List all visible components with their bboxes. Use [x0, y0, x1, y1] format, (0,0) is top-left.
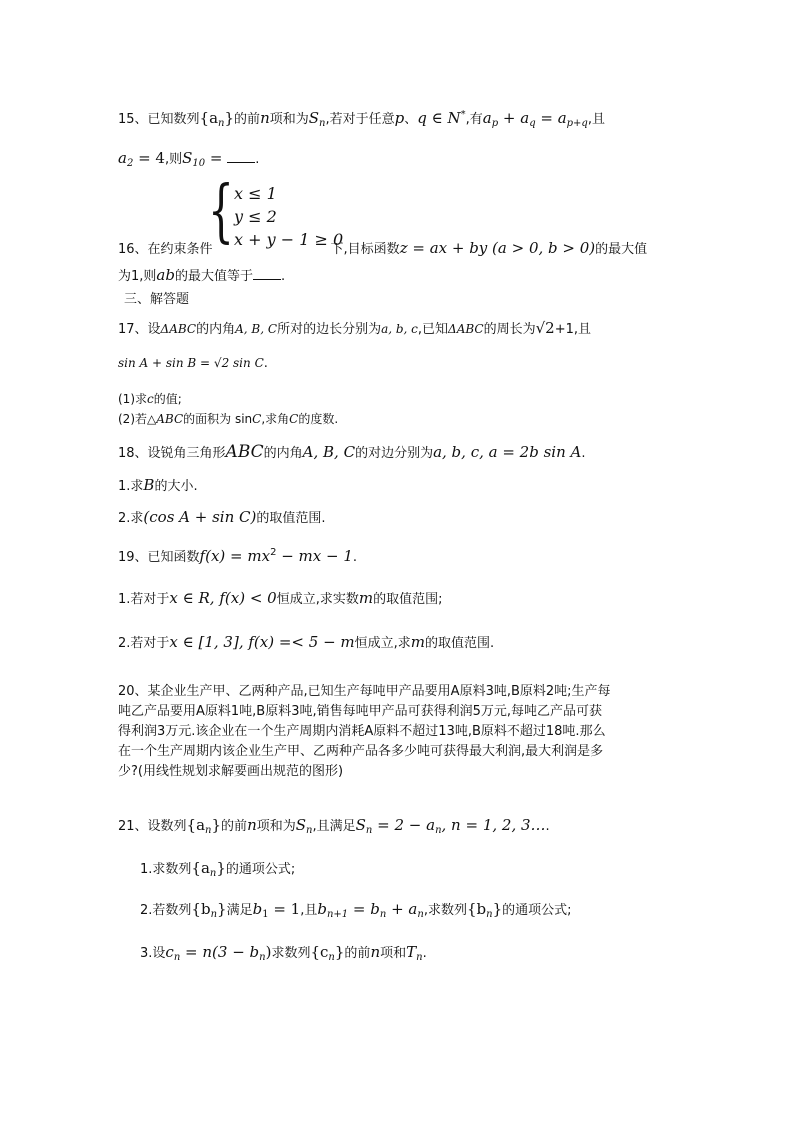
constraint-1: x ≤ 1 — [234, 184, 277, 203]
q20-paragraph — [118, 682, 678, 782]
constraint-2: y ≤ 2 — [234, 207, 277, 226]
q16-line1: 16、在约束条件 下,目标函数z = ax + by (a > 0, b > 0)的最大值 — [118, 239, 648, 257]
q19-sub1: 1.若对于x ∈ R, f(x) < 0恒成立,求实数m的取值范围; — [118, 589, 443, 607]
q21-sub2: 2.若数列$\{b_n\}$满足$b_1 = 1$,且$b_{n+1} = b_n + a_n$,求数列$\{b_n\}$的通项公式; — [140, 900, 572, 920]
system-brace: { — [208, 172, 234, 251]
q19-line1: 19、已知函数$f(x) = mx^2$ − mx − 1. — [118, 547, 358, 565]
q17-sub2: (2)若△ABC的面积为 sinC,求角C的度数. — [118, 412, 339, 426]
q21-sub3: 3.设$c_n = n(3 - b_n)$求数列$\{c_n\}$的前n项和$T_n$. — [140, 943, 427, 963]
q20-line: 吨乙产品要用A原料1吨,B原料3吨,销售每吨甲产品可获得利润5万元,每吨乙产品可获 — [118, 704, 603, 719]
q18-line1: 18、设锐角三角形ABC的内角A, B, C的对边分别为a, b, c, a = 2b sin A. — [118, 442, 586, 462]
q20-line: 在一个生产周期内该企业生产甲、乙两种产品各多少吨可获得最大利润,最大利润是多 — [118, 744, 604, 759]
answer-blank — [227, 151, 255, 163]
q16-line2: 为1,则ab的最大值等于 . — [118, 266, 286, 284]
section-heading: 三、解答题 — [124, 292, 190, 307]
q18-sub1: 1.求B的大小. — [118, 476, 198, 494]
q18-sub2: 2.求(cos A + sin C)的取值范围. — [118, 508, 326, 526]
q19-sub2: 2.若对于x ∈ [1, 3], f(x) =< 5 − m恒成立,求m的取值范围. — [118, 633, 495, 651]
q17-condition: sin A + sin B = √2 sin C. — [118, 356, 268, 371]
constraint-3: x + y − 1 ≥ 0 — [234, 230, 344, 249]
q15-line2: $a_2 = 4$,则$S_{10}$ = . — [118, 149, 260, 169]
q15-line1: 15、已知数列$\{a_n\}$的前n项和为$S_n$,若对于任意p、q ∈ N*,有$a_p + a_q = a_{p+q}$,且 — [118, 109, 605, 129]
q20-line: 少?(用线性规划求解要画出规范的图形) — [118, 764, 344, 779]
q20-line: 20、某企业生产甲、乙两种产品,已知生产每吨甲产品要用A原料3吨,B原料2吨;生产每 — [118, 684, 611, 699]
q20-line: 得利润3万元.该企业在一个生产周期内消耗A原料不超过13吨,B原料不超过18吨.那么 — [118, 724, 606, 739]
q21-line1: 21、设数列$\{a_n\}$的前n项和为$S_n$,且满足$S_n = 2 - a_n$, n = 1, 2, 3…. — [118, 816, 550, 836]
answer-blank — [253, 268, 281, 280]
q21-sub1: 1.求数列$\{a_n\}$的通项公式; — [140, 859, 296, 879]
q17-sub1: (1)求c的值; — [118, 392, 182, 406]
q17-line1: 17、设ΔABC的内角A, B, C所对的边长分别为a, b, c,已知ΔABC的周长为√2+1,且 — [118, 319, 592, 337]
